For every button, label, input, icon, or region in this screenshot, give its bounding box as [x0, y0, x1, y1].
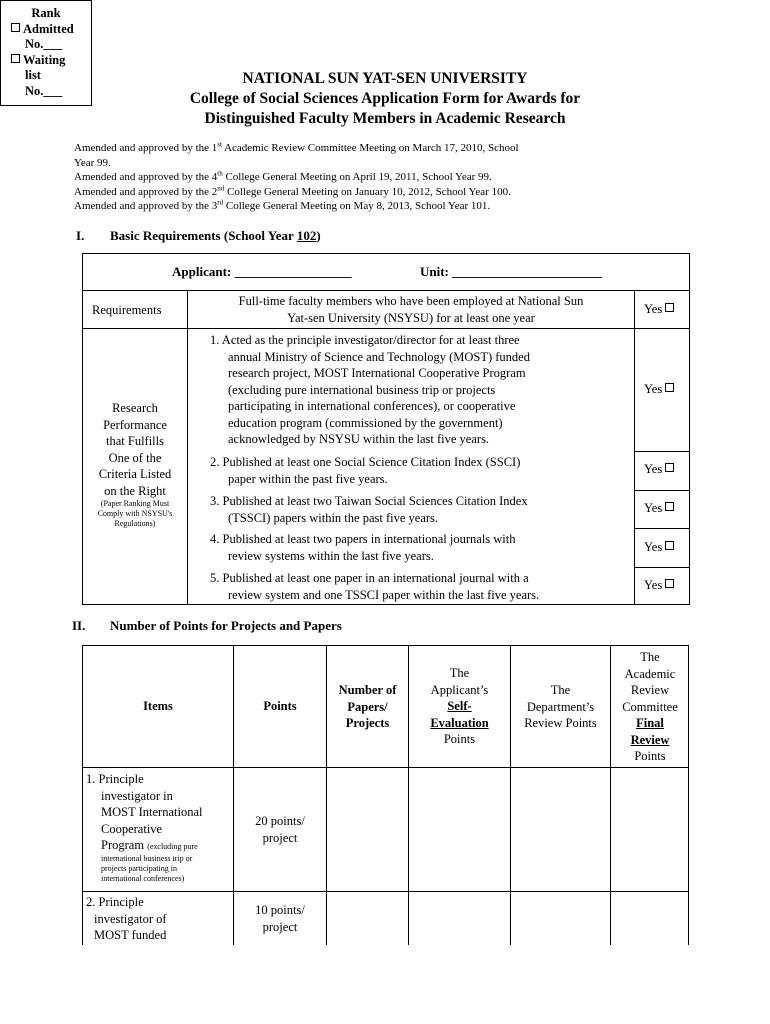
row-1-department-review-input[interactable]: [511, 768, 610, 890]
research-performance-label: Research Performance that Fulfills One of the Criteria Listed on the Right (Paper Ranking Must Comply with NSYSU's Regulations): [83, 400, 187, 529]
amendment-notes: [74, 141, 604, 214]
criterion-4-yes-checkbox[interactable]: Yes: [644, 540, 674, 555]
title-line-3: Distinguished Faculty Members in Academic Research: [204, 110, 566, 127]
waiting-number[interactable]: No.___: [25, 83, 63, 98]
title-line-1: NATIONAL SUN YAT-SEN UNIVERSITY: [242, 70, 528, 87]
criterion-2-yes-checkbox[interactable]: Yes: [644, 462, 674, 477]
rank-title: Rank: [31, 6, 61, 20]
row-2-self-evaluation-input[interactable]: [409, 892, 510, 944]
paper-ranking-note: (Paper Ranking Must Comply with NSYSU's Regulations): [97, 499, 173, 528]
waiting-list-label: list: [25, 68, 41, 82]
applicant-field[interactable]: Applicant: __________________: [172, 264, 352, 279]
admitted-label: Admitted: [23, 21, 74, 36]
waiting-label: Waiting: [23, 52, 66, 67]
section-1-title: Basic Requirements (School Year 102): [110, 228, 321, 243]
amendment-1-cont: Year 99.: [74, 156, 111, 169]
section-2-title: Number of Points for Projects and Papers: [110, 618, 342, 633]
criterion-4: 4. Published at least two papers in international journals with review systems within the last five years.: [210, 532, 516, 563]
header-number: Number of Papers/ Projects: [338, 683, 397, 730]
waiting-checkbox[interactable]: [11, 54, 20, 63]
title-line-2: College of Social Sciences Application Form for Awards for: [189, 90, 581, 107]
amendment-2: Amended and approved by the 4th College General Meeting on April 19, 2011, School Year 99.: [74, 169, 492, 183]
criterion-3-yes-checkbox[interactable]: Yes: [644, 501, 674, 516]
row-2-number-input[interactable]: [327, 892, 408, 944]
criterion-3: 3. Published at least two Taiwan Social Sciences Citation Index (TSSCI) papers within the past five years.: [210, 494, 528, 525]
criterion-5-yes-checkbox[interactable]: Yes: [644, 578, 674, 593]
row-1-item: 1. Principle investigator in MOST International Cooperative Program (excluding pure international business trip or projects participating in international conferences): [86, 772, 203, 883]
requirements-label: Requirements: [92, 303, 162, 317]
header-committee-review: The Academic Review Committee Final Review Points: [622, 650, 678, 763]
requirement-text: Full-time faculty members who have been employed at National Sun Yat-sen University (NSYSU) for at least one year: [238, 294, 584, 325]
row-2-item: 2. Principle investigator of MOST funded: [86, 895, 167, 942]
criterion-2: 2. Published at least one Social Science Citation Index (SSCI) paper within the past five years.: [210, 455, 521, 486]
rank-box: [0, 0, 92, 106]
row-1-points: 20 points/ project: [255, 814, 305, 845]
row-2-committee-review-input[interactable]: [611, 892, 689, 944]
header-self-evaluation: The Applicant’s Self- Evaluation Points: [430, 666, 489, 746]
criterion-1-yes-checkbox[interactable]: Yes: [644, 382, 674, 397]
criterion-5: 5. Published at least one paper in an international journal with a review system and one TSSCI paper within the last five years.: [210, 571, 540, 602]
amendment-4: Amended and approved by the 3rd College General Meeting on May 8, 2013, School Year 101.: [74, 198, 491, 212]
row-1-number-input[interactable]: [327, 768, 408, 890]
row-1-committee-review-input[interactable]: [611, 768, 689, 890]
page-title: [100, 69, 670, 129]
row-1-self-evaluation-input[interactable]: [409, 768, 510, 890]
section-2-number: II.: [72, 618, 86, 633]
section-1-number: I.: [76, 228, 85, 243]
admitted-checkbox[interactable]: [11, 23, 20, 32]
row-2-points: 10 points/ project: [255, 903, 305, 934]
header-department-review: The Department’s Review Points: [524, 683, 597, 730]
amendment-3: Amended and approved by the 2nd College General Meeting on January 10, 2012, School Year 100.: [74, 183, 511, 198]
row-2-department-review-input[interactable]: [511, 892, 610, 944]
amendment-1: Amended and approved by the 1st Academic Review Committee Meeting on March 17, 2010, School: [74, 140, 519, 154]
unit-field[interactable]: Unit: _______________________: [420, 264, 602, 279]
requirement-yes-checkbox[interactable]: Yes: [644, 302, 674, 317]
header-points: Points: [263, 699, 297, 713]
admitted-number[interactable]: No.___: [25, 37, 63, 51]
header-items: Items: [143, 699, 173, 713]
criterion-1: 1. Acted as the principle investigator/director for at least three annual Ministry of Science and Technology (MOST) funded research project, MOST International Cooperative Program (excluding pure international business trip or projects participating in international conferences), or cooperative education program (commissioned by the government) acknowledged by NSYSU within the last five years.: [210, 333, 530, 446]
